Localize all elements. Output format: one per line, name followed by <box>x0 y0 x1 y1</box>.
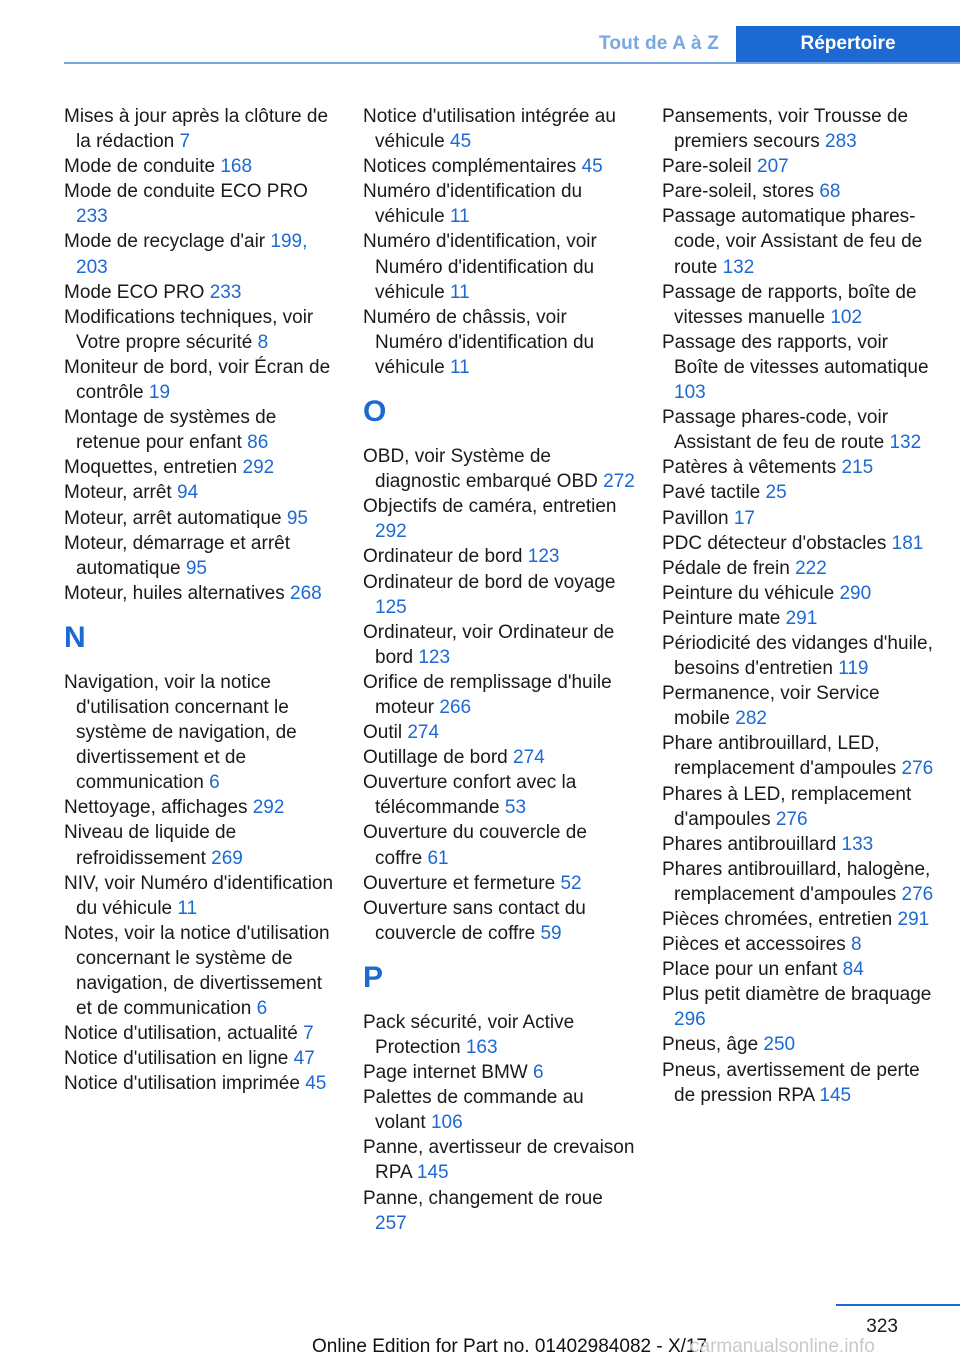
index-entry <box>64 154 336 179</box>
index-entry <box>662 556 934 581</box>
index-entry-page-link[interactable]: 6 <box>209 772 220 794</box>
index-entry <box>662 204 934 279</box>
index-entry-term: Mode ECO PRO <box>64 281 205 303</box>
index-entry <box>363 305 635 380</box>
index-entry-page-link[interactable]: 276 <box>901 883 934 905</box>
index-entry-page-link[interactable]: 292 <box>242 457 275 479</box>
index-entry-term: Pack sécurité, voir Active Protection <box>363 1011 575 1058</box>
index-entry <box>64 820 336 870</box>
index-entry-term: Pavé tactile <box>662 482 761 504</box>
index-entry-term: OBD, voir Système de diagnostic embarqué OBD <box>363 446 598 493</box>
index-entry-page-link[interactable]: 145 <box>819 1084 852 1106</box>
index-entry <box>363 820 635 870</box>
index-entry <box>363 444 635 494</box>
index-entry <box>662 782 934 832</box>
page-number: 323 <box>866 1316 898 1337</box>
index-entry <box>363 770 635 820</box>
index-entry <box>662 957 934 982</box>
index-entry-page-link[interactable]: 86 <box>247 432 269 454</box>
index-entry <box>662 506 934 531</box>
index-entry-term: Niveau de liquide de refroidissement <box>64 822 237 869</box>
index-entry-term: Ordinateur de bord de voyage <box>363 571 616 593</box>
index-entry-term: Moteur, arrêt <box>64 482 172 504</box>
index-entry-page-link[interactable]: 282 <box>735 708 767 730</box>
index-entry <box>64 455 336 480</box>
index-entry-term: Ouverture et fermeture <box>363 872 556 894</box>
index-entry <box>662 907 934 932</box>
index-entry-page-link[interactable]: 163 <box>465 1037 498 1058</box>
index-entry-term: Phare antibrouillard, LED, remplacement d'ampoules <box>662 733 897 780</box>
index-entry <box>64 1046 336 1071</box>
index-entry-page-link[interactable]: 268 <box>290 582 322 604</box>
index-entry <box>363 1010 635 1060</box>
index-entry-page-link[interactable]: 8 <box>851 934 862 956</box>
index-entry-page-link[interactable]: 125 <box>375 596 407 618</box>
index-entry-term: Pneus, âge <box>662 1034 759 1056</box>
index-entry <box>662 932 934 957</box>
index-entry-term: Navigation, voir la notice d'utilisation concernant le système de navigation, de divertissement et de communication <box>64 671 297 794</box>
index-entry-page-link[interactable]: 292 <box>252 797 285 819</box>
index-entry-term: Passage automatique phares-code, voir Assistant de feu de route <box>662 206 923 278</box>
index-entry-page-link[interactable]: 133 <box>841 833 874 855</box>
footer-rule <box>836 1304 960 1306</box>
index-entry-page-link[interactable]: 94 <box>177 482 199 504</box>
index-entry <box>662 681 934 731</box>
index-entry-page-link[interactable]: 145 <box>416 1162 449 1184</box>
index-entry-term: Moteur, démarrage et arrêt automatique <box>64 532 290 579</box>
index-entry-page-link[interactable]: 59 <box>540 922 562 944</box>
index-entry <box>662 1058 934 1108</box>
index-entry <box>363 896 635 946</box>
index-entry <box>363 544 635 569</box>
index-entry-page-link[interactable]: 45 <box>581 156 603 178</box>
index-entry-term: Phares à LED, remplacement d'ampoules <box>662 783 912 830</box>
index-entry-term: Ouverture confort avec la télécommande <box>363 772 577 819</box>
index-entry-page-link[interactable]: 52 <box>560 872 582 894</box>
index-entry-term: Passage de rapports, boîte de vitesses manuelle <box>662 281 917 328</box>
index-entry <box>363 179 635 229</box>
index-entry-term: Périodicité des vidanges d'huile, besoins d'entretien <box>662 632 933 680</box>
index-entry-term: Numéro de châssis, voir Numéro d'identification du véhicule <box>363 306 595 378</box>
index-entry-term: Panne, avertisseur de crevaison RPA <box>363 1137 635 1184</box>
index-entry-page-link[interactable]: 68 <box>819 181 841 203</box>
index-column-3 <box>662 104 934 1108</box>
index-entry-term: Pansements, voir Trousse de premiers secours <box>662 106 909 153</box>
index-entry-term: PDC détecteur d'obstacles <box>662 532 887 554</box>
index-entry-page-link[interactable]: 233 <box>209 281 242 303</box>
index-entry <box>662 606 934 631</box>
index-entry <box>64 1021 336 1046</box>
index-entry <box>662 154 934 179</box>
index-entry <box>64 921 336 1021</box>
index-entry <box>64 179 336 229</box>
index-entry <box>363 1186 635 1236</box>
index-entry-term: Place pour un enfant <box>662 959 838 981</box>
index-entry <box>64 531 336 581</box>
index-entry-page-link[interactable]: 11 <box>450 206 470 228</box>
index-entry-page-link[interactable]: 215 <box>841 457 874 479</box>
index-entry-page-link[interactable]: 53 <box>504 797 527 819</box>
index-entry-term: Permanence, voir Service mobile <box>662 683 880 730</box>
index-entry-term: Pare-soleil <box>662 156 752 178</box>
index-entry-term: Phares antibrouillard, halogène, remplacement d'ampoules <box>662 858 931 905</box>
index-entry-term: Ouverture du couvercle de coffre <box>363 822 587 869</box>
index-entry-page-link[interactable]: 291 <box>897 909 930 930</box>
index-entry <box>64 670 336 795</box>
index-entry-page-link[interactable]: 123 <box>418 646 451 668</box>
index-entry <box>363 570 635 620</box>
header-tabs <box>582 26 960 62</box>
index-entry-term: Numéro d'identification du véhicule <box>363 181 583 228</box>
index-entry-page-link[interactable]: 103 <box>674 382 706 404</box>
index-entry-page-link[interactable]: 233 <box>76 206 108 228</box>
index-entry <box>363 154 635 179</box>
index-entry-term: Mises à jour après la clôture de la rédaction <box>64 106 329 153</box>
index-entry-page-link[interactable]: 276 <box>901 758 934 780</box>
index-entry <box>662 857 934 907</box>
index-entry-term: Page internet BMW <box>363 1062 528 1084</box>
index-entry <box>363 494 635 544</box>
index-entry-page-link[interactable]: 95 <box>286 507 308 529</box>
index-entry <box>662 832 934 857</box>
index-entry-page-link[interactable]: 6 <box>256 998 268 1020</box>
index-entry <box>64 405 336 455</box>
watermark: carmanualsonline.info <box>690 1336 875 1357</box>
index-letter-heading: N <box>64 620 86 654</box>
index-entry-term: Nettoyage, affichages <box>64 797 248 819</box>
index-entry-term: Mode de recyclage d'air <box>64 231 266 253</box>
index-entry-page-link[interactable]: 266 <box>439 696 472 718</box>
index-entry-page-link[interactable]: 257 <box>375 1212 407 1234</box>
index-entry-term: Numéro d'identification, voir Numéro d'identification du véhicule <box>363 231 597 303</box>
index-entry-term: Moteur, huiles alternatives <box>64 582 285 604</box>
index-entry <box>64 229 336 279</box>
index-column-2 <box>363 104 635 1236</box>
index-entry-term: Notice d'utilisation en ligne <box>64 1048 289 1070</box>
index-entry-term: Passage phares-code, voir Assistant de feu de route <box>662 407 889 454</box>
index-entry <box>64 280 336 305</box>
index-entry-page-link[interactable]: 84 <box>842 959 864 981</box>
index-entry <box>662 405 934 455</box>
index-letter-heading: O <box>363 395 387 429</box>
index-entry-term: Outillage de bord <box>363 747 508 769</box>
index-entry-term: Peinture mate <box>662 607 781 629</box>
index-entry-page-link[interactable]: 102 <box>830 306 863 328</box>
index-entry <box>662 731 934 781</box>
index-entry <box>64 581 336 606</box>
index-entry <box>662 330 934 405</box>
index-entry <box>363 1060 635 1085</box>
index-entry-page-link[interactable]: 276 <box>775 808 808 830</box>
index-entry-page-link[interactable]: 11 <box>177 897 198 919</box>
index-entry <box>64 305 336 355</box>
index-entry <box>363 104 635 154</box>
index-entry-page-link[interactable]: 168 <box>220 156 253 178</box>
index-entry-page-link[interactable]: 95 <box>185 557 207 579</box>
index-entry-page-link[interactable]: 45 <box>305 1073 327 1095</box>
index-entry-term: Plus petit diamètre de braquage <box>662 984 932 1006</box>
index-entry-page-link[interactable]: 181 <box>891 532 924 554</box>
index-entry <box>64 1071 336 1096</box>
index-entry-page-link[interactable]: 25 <box>765 482 787 504</box>
index-entry-page-link[interactable]: 290 <box>839 582 872 604</box>
index-entry-page-link[interactable]: 199, 203 <box>76 231 308 278</box>
index-entry-term: Pédale de frein <box>662 557 790 579</box>
index-entry-term: Palettes de commande au volant <box>363 1087 584 1134</box>
index-entry-page-link[interactable]: 19 <box>148 382 171 404</box>
index-entry-term: Mode de conduite ECO PRO <box>64 181 308 203</box>
index-entry-term: Modifications techniques, voir Votre propre sécurité <box>64 306 314 353</box>
index-entry-term: Moteur, arrêt automatique <box>64 507 282 529</box>
index-entry-term: Montage de systèmes de retenue pour enfant <box>64 407 277 454</box>
index-entry-page-link[interactable]: 274 <box>407 722 440 744</box>
index-letter-heading: P <box>363 960 384 994</box>
index-entry <box>64 480 336 505</box>
index-entry-term: Moquettes, entretien <box>64 457 238 479</box>
index-entry <box>662 455 934 480</box>
index-entry <box>64 871 336 921</box>
index-entry-term: Pare-soleil, stores <box>662 181 815 203</box>
index-entry-page-link[interactable]: 272 <box>603 471 635 493</box>
index-entry-term: Notices complémentaires <box>363 156 577 178</box>
index-column-1 <box>64 104 336 1096</box>
index-entry-term: Notice d'utilisation intégrée au véhicule <box>363 106 616 153</box>
index-entry <box>662 531 934 556</box>
index-entry-page-link[interactable]: 47 <box>293 1048 315 1070</box>
index-entry-page-link[interactable]: 274 <box>513 747 545 769</box>
index-entry-term: Outil <box>363 722 403 744</box>
index-entry-page-link[interactable]: 269 <box>211 847 243 869</box>
index-entry-term: Pièces et accessoires <box>662 934 846 956</box>
index-entry <box>64 355 336 405</box>
index-entry-page-link[interactable]: 8 <box>257 331 269 353</box>
index-entry-page-link[interactable]: 11 <box>450 356 470 378</box>
index-entry <box>662 982 934 1032</box>
index-entry-term: Patères à vêtements <box>662 457 837 479</box>
edition-note: Online Edition for Part no. 01402984082 - X/17 <box>312 1336 708 1357</box>
index-entry <box>662 1032 934 1057</box>
index-entry <box>64 104 336 154</box>
index-entry-page-link[interactable]: 119 <box>838 658 869 680</box>
index-entry-term: Panne, changement de roue <box>363 1187 603 1209</box>
index-entry-term: Notes, voir la notice d'utilisation concernant le système de navigation, de divertissement et de communication <box>64 922 330 1020</box>
tab-repertoire[interactable]: Répertoire <box>736 26 960 62</box>
index-entry-term: Objectifs de caméra, entretien <box>363 496 617 518</box>
index-entry-term: Pavillon <box>662 507 729 529</box>
index-entry-page-link[interactable]: 7 <box>303 1023 314 1045</box>
index-entry-page-link[interactable]: 250 <box>763 1034 796 1056</box>
header-rule <box>64 62 960 64</box>
index-entry <box>363 1085 635 1135</box>
index-entry-term: Orifice de remplissage d'huile moteur <box>363 671 612 718</box>
index-entry <box>363 745 635 770</box>
index-entry <box>662 280 934 330</box>
index-entry-page-link[interactable]: 106 <box>430 1112 463 1134</box>
index-entry <box>64 506 336 531</box>
index-entry-page-link[interactable]: 283 <box>825 131 857 153</box>
index-entry-page-link[interactable]: 292 <box>375 521 407 543</box>
index-entry <box>64 795 336 820</box>
index-entry <box>363 1135 635 1185</box>
index-entry-term: Notice d'utilisation imprimée <box>64 1073 300 1095</box>
index-entry-term: Pièces chromées, entretien <box>662 909 893 930</box>
index-entry-term: Phares antibrouillard <box>662 833 837 855</box>
index-entry <box>363 871 635 896</box>
index-entry-page-link[interactable]: 132 <box>722 256 755 278</box>
index-entry-page-link[interactable]: 291 <box>785 607 818 629</box>
index-entry-page-link[interactable]: 45 <box>450 131 472 153</box>
index-entry-term: Moniteur de bord, voir Écran de contrôle <box>64 356 331 404</box>
index-entry-term: Ouverture sans contact du couvercle de coffre <box>363 897 586 944</box>
index-entry-page-link[interactable]: 123 <box>527 546 560 568</box>
index-entry <box>662 104 934 154</box>
index-entry-page-link[interactable]: 296 <box>674 1009 706 1031</box>
index-entry <box>662 631 934 681</box>
index-entry-page-link[interactable]: 207 <box>757 156 789 178</box>
index-entry <box>363 620 635 670</box>
index-entry <box>363 720 635 745</box>
index-entry-term: Ordinateur, voir Ordinateur de bord <box>363 621 615 668</box>
index-entry-term: Notice d'utilisation, actualité <box>64 1023 298 1045</box>
index-entry-term: Ordinateur de bord <box>363 546 523 568</box>
index-entry <box>662 581 934 606</box>
tab-section[interactable]: Tout de A à Z <box>598 33 720 54</box>
index-entry <box>363 229 635 304</box>
index-entry-page-link[interactable]: 6 <box>533 1062 544 1084</box>
index-entry-page-link[interactable]: 11 <box>450 281 470 303</box>
index-entry <box>662 480 934 505</box>
index-entry-page-link[interactable]: 61 <box>427 847 449 869</box>
index-entry-term: NIV, voir Numéro d'identification du véhicule <box>64 872 334 919</box>
index-entry <box>363 670 635 720</box>
index-entry-term: Passage des rapports, voir Boîte de vitesses automatique <box>662 331 929 378</box>
index-entry <box>662 179 934 204</box>
index-entry-term: Pneus, avertissement de perte de pression RPA <box>662 1059 920 1106</box>
index-entry-term: Mode de conduite <box>64 156 216 178</box>
index-entry-page-link[interactable]: 17 <box>733 507 755 529</box>
index-entry-page-link[interactable]: 132 <box>889 432 922 454</box>
index-entry-page-link[interactable]: 7 <box>179 131 191 153</box>
index-entry-term: Peinture du véhicule <box>662 582 835 604</box>
index-entry-page-link[interactable]: 222 <box>795 557 827 579</box>
